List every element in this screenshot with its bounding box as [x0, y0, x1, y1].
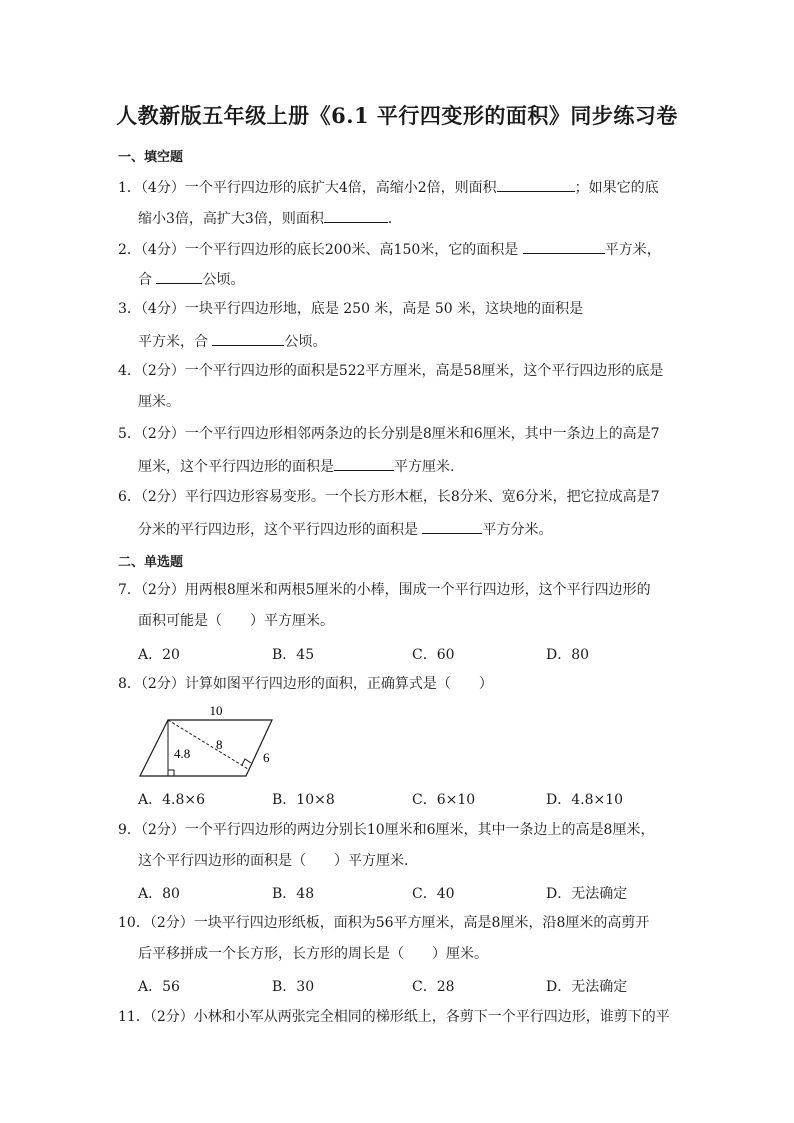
q8-option-b[interactable]: B．10×8	[272, 792, 335, 808]
right-angle-mark-bottom	[168, 770, 174, 776]
q10-option-b[interactable]: B．30	[272, 979, 315, 995]
top-length-label: 10	[209, 703, 223, 718]
question-4-line-1: 4．（2分）一个平行四边形的面积是522平方厘米，高是58厘米，这个平行四边形的底是	[118, 363, 664, 379]
right-angle-mark-side	[242, 759, 251, 765]
question-4-line-2: 厘米。	[138, 394, 180, 410]
q8-option-d[interactable]: D．4.8×10	[546, 792, 624, 808]
height-label: 4.8	[174, 746, 191, 761]
answer-blank[interactable]	[334, 455, 394, 471]
parallelogram-shape	[140, 720, 272, 776]
q7-option-c[interactable]: C．60	[412, 647, 455, 663]
question-10-line-1: 10．（2分）一块平行四边形纸板，面积为56平方厘米，高是8厘米，沿8厘米的高剪开	[118, 915, 650, 931]
question-6-line-1: 6．（2分）平行四边形容易变形。一个长方形木框，长8分米、宽6分米，把它拉成高是7	[118, 489, 660, 505]
perpendicular-dashed-line	[168, 720, 248, 769]
question-5-line-1: 5．（2分）一个平行四边形相邻两条边的长分别是8厘米和6厘米，其中一条边上的高是7	[118, 426, 660, 442]
question-1-line-1: 1．（4分）一个平行四边形的底扩大4倍，高缩小2倍，则面积 ；如果它的底	[118, 176, 659, 198]
q7-option-b[interactable]: B．45	[272, 647, 315, 663]
q7-option-a[interactable]: A．20	[138, 647, 180, 663]
answer-blank[interactable]	[422, 518, 482, 534]
answer-blank[interactable]	[324, 207, 388, 223]
diagonal-label: 8	[216, 737, 223, 752]
q9-option-b[interactable]: B．48	[272, 886, 315, 902]
question-9-line-1: 9．（2分）一个平行四边形的两边分别长10厘米和6厘米，其中一条边上的高是8厘米，	[118, 822, 655, 838]
question-9-line-2: 这个平行四边形的面积是（ ）平方厘米．	[138, 853, 418, 869]
question-7-line-2: 面积可能是（ ）平方厘米。	[138, 613, 334, 629]
q9-option-c[interactable]: C．40	[412, 886, 455, 902]
question-11-line-1: 11．（2分）小林和小军从两张完全相同的梯形纸上，各剪下一个平行四边形，谁剪下的平	[118, 1009, 670, 1025]
q10-option-c[interactable]: C．28	[412, 979, 455, 995]
section-single-choice: 二、单选题	[118, 555, 184, 570]
question-10-line-2: 后平移拼成一个长方形，长方形的周长是（ ）厘米。	[138, 946, 488, 962]
section-fill-blank: 一、填空题	[118, 150, 184, 165]
question-1-line-2: 缩小3倍，高扩大3倍，则面积 ．	[138, 207, 402, 229]
question-8-line-1: 8．（2分）计算如图平行四边形的面积，正确算式是（ ）	[118, 676, 493, 692]
answer-blank[interactable]	[156, 268, 202, 284]
q10-option-d[interactable]: D．无法确定	[546, 979, 628, 995]
question-5-line-2: 厘米，这个平行四边形的面积是 平方厘米.	[138, 455, 454, 477]
page-title: 人教新版五年级上册《6.1 平行四变形的面积》同步练习卷	[116, 103, 678, 128]
side-length-label: 6	[263, 750, 270, 765]
answer-blank[interactable]	[212, 330, 284, 346]
question-2-line-1: 2．（4分）一个平行四边形的底长200米、高150米，它的面积是 平方米，	[118, 238, 661, 260]
q9-option-d[interactable]: D．无法确定	[546, 886, 628, 902]
parallelogram-figure	[134, 700, 284, 782]
answer-blank[interactable]	[497, 176, 575, 192]
q7-option-d[interactable]: D．80	[546, 647, 590, 663]
question-3-line-2: 平方米，合 公顷。	[138, 330, 326, 352]
question-6-line-2: 分米的平行四边形，这个平行四边形的面积是 平方分米。	[138, 518, 552, 540]
q9-option-a[interactable]: A．80	[138, 886, 180, 902]
q10-option-a[interactable]: A．56	[138, 979, 180, 995]
question-3-line-1: 3．（4分）一块平行四边形地，底是 250 米，高是 50 米，这块地的面积是	[118, 301, 584, 317]
q8-option-c[interactable]: C．6×10	[412, 792, 476, 808]
question-7-line-1: 7．（2分）用两根8厘米和两根5厘米的小棒，围成一个平行四边形，这个平行四边形的	[118, 582, 651, 598]
answer-blank[interactable]	[523, 238, 605, 254]
question-2-line-2: 合 公顷。	[138, 268, 244, 290]
q8-option-a[interactable]: A．4.8×6	[138, 792, 206, 808]
